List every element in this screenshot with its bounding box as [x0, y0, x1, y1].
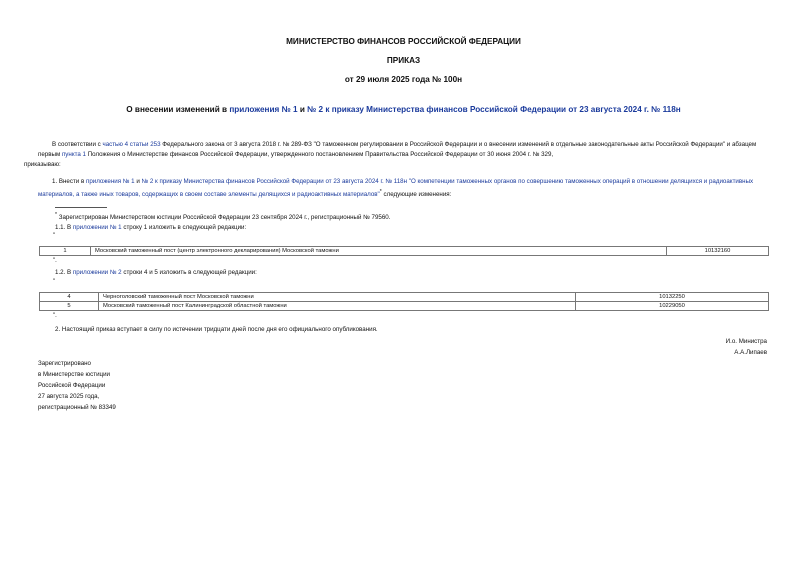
preamble-text-3: Положения о Министерстве финансов Российской Федерации, утвержденного постановлением Правительства Российской Федерации от 30 июня 2004 г. № 329,: [85, 151, 554, 158]
title-prefix: О внесении изменений в: [126, 105, 230, 114]
subitem-1-1-text-1: 1.1. В: [55, 224, 73, 231]
preamble-text-2: Федерального закона от 3 августа 2018 г. № 289-ФЗ "О таможенном регулировании в Российской Федерации и о внесении изменений в отдельные законодательные акты Российской Федерации" и абзацем первым: [38, 141, 757, 158]
item-1-text-4: следующие изменения:: [381, 191, 452, 199]
quote-open-2: ": [53, 279, 56, 285]
customs-post-code: 10132250: [576, 293, 769, 302]
preamble-text-1: В соответствии с: [52, 141, 103, 148]
customs-post-name: Московский таможенный пост (центр электронного декларирования) Московской таможни: [91, 247, 667, 256]
link-point-1[interactable]: пункта 1: [61, 151, 86, 158]
footnote-text: Зарегистрирован Министерством юстиции Российской Федерации 23 сентября 2024 г., регистрационный № 79560.: [58, 214, 391, 222]
document-title: [0, 105, 807, 114]
title-mid: и: [297, 105, 308, 114]
subitem-1-2-text-1: 1.2. В: [55, 269, 73, 276]
signature-name: А.А.Липаев: [734, 349, 767, 356]
title-link-appendix-2[interactable]: № 2 к приказу Министерства финансов Российской Федерации от 23 августа 2024 г. № 118н: [307, 105, 681, 114]
row-number: 1: [40, 247, 91, 256]
subitem-1-1-text-2: строку 1 изложить в следующей редакции:: [121, 224, 247, 231]
footnote-divider: [55, 207, 107, 208]
link-article-253[interactable]: частью 4 статьи 253: [102, 141, 161, 148]
item-2: 2. Настоящий приказ вступает в силу по истечении тридцати дней после дня его официального опубликования.: [55, 326, 378, 333]
quote-open-1: ": [53, 233, 56, 239]
link-appendix-2-sub[interactable]: приложении № 2: [72, 269, 122, 276]
customs-post-name: Московский таможенный пост Калининградской областной таможни: [99, 302, 576, 311]
appendix-2-table: [39, 292, 769, 311]
appendix-1-table: [39, 246, 769, 256]
subitem-1-2: [55, 268, 257, 278]
quote-close-2: ".: [53, 313, 57, 319]
ministry-heading: МИНИСТЕРСТВО ФИНАНСОВ РОССИЙСКОЙ ФЕДЕРАЦИИ: [286, 37, 521, 46]
table-row: [40, 247, 769, 256]
footnote: [55, 210, 390, 223]
signature-role: И.о. Министра: [725, 338, 767, 345]
customs-post-name: Черноголовский таможенный пост Московской таможни: [99, 293, 576, 302]
item-1-text-1: 1. Внести в: [52, 178, 86, 185]
registration-block: [38, 358, 116, 413]
preamble-paragraph: [24, 140, 773, 170]
link-appendix-2[interactable]: № 2: [141, 178, 154, 185]
row-number: 5: [40, 302, 99, 311]
customs-post-code: 10229050: [576, 302, 769, 311]
quote-close-1: ".: [53, 258, 57, 264]
table-row: [40, 302, 769, 311]
row-number: 4: [40, 293, 99, 302]
item-1-paragraph: [38, 177, 773, 200]
registration-line-1: Зарегистрировано: [38, 360, 91, 367]
date-number: от 29 июля 2025 года № 100н: [344, 75, 463, 84]
customs-post-code: 10132160: [667, 247, 769, 256]
subitem-1-1: [55, 223, 246, 233]
link-order-118n[interactable]: к приказу Министерства финансов Российской Федерации от 23 августа 2024 г. № 118н "О компетенции таможенных органов по совершению таможенных операций в отношении делящихся и радиоактивных материалов, а также иных товаров, содержащих в своем составе элементы делящихся и радиоактивных материалов": [38, 178, 754, 199]
link-appendix-1-sub[interactable]: приложении № 1: [72, 224, 122, 231]
order-word: приказываю:: [24, 161, 61, 168]
registration-line-4: 27 августа 2025 года,: [38, 393, 100, 400]
registration-line-5: регистрационный № 83349: [38, 404, 116, 411]
registration-line-2: в Министерстве юстиции: [38, 371, 111, 378]
table-row: [40, 293, 769, 302]
title-link-appendix-1[interactable]: приложения № 1: [229, 105, 298, 114]
link-appendix-1[interactable]: приложения № 1: [85, 178, 135, 185]
doc-type-heading: ПРИКАЗ: [386, 56, 421, 65]
subitem-1-2-text-2: строки 4 и 5 изложить в следующей редакции:: [121, 269, 257, 276]
item-1-text-2: и: [134, 178, 142, 185]
registration-line-3: Российской Федерации: [38, 382, 106, 389]
footnote-mark: *: [55, 212, 58, 218]
footnote-marker[interactable]: *: [379, 189, 382, 195]
